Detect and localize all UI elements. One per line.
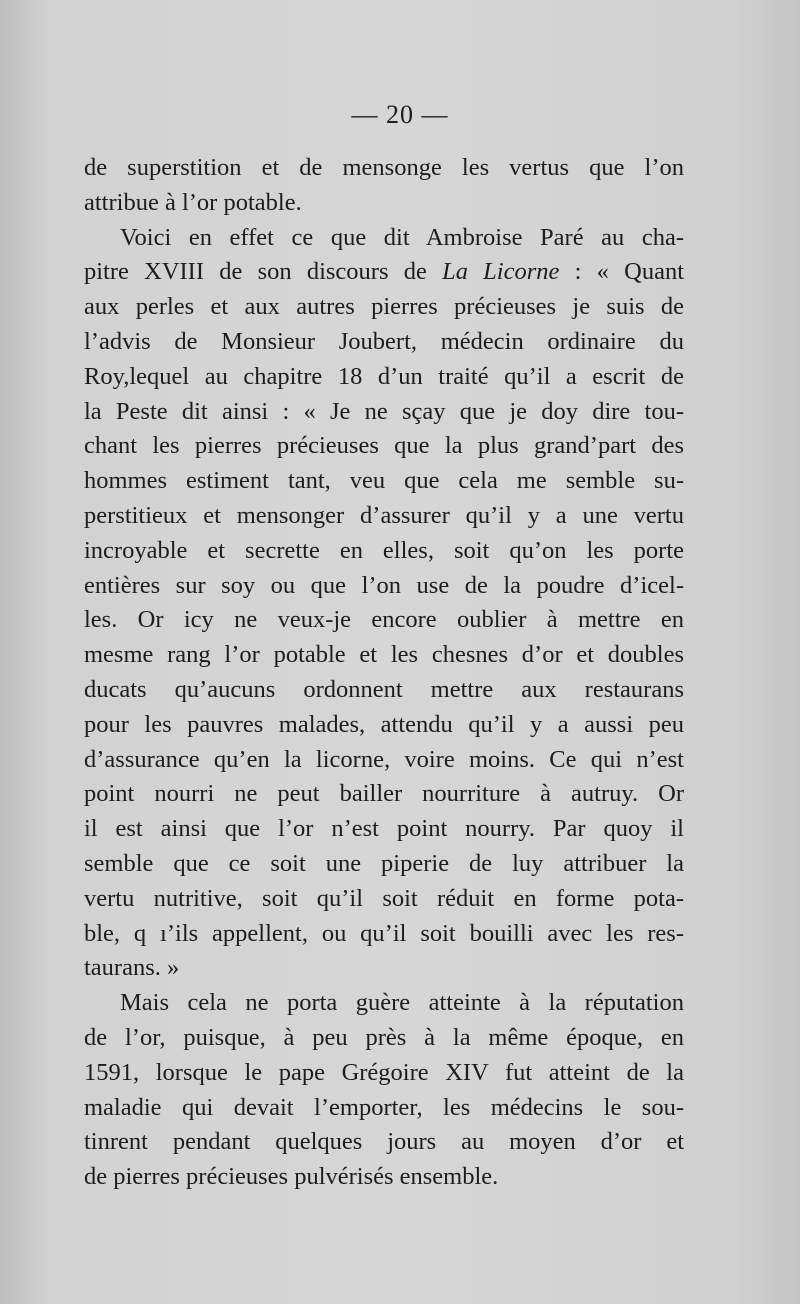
text-line: chant les pierres précieuses que la plus grand’part des <box>84 432 684 460</box>
line-segment: pitre XVIII de son discours de <box>84 258 443 286</box>
body-text <box>84 151 684 1195</box>
text-line: les. Or icy ne veux-je encore oublier à mettre en <box>84 606 684 634</box>
text-line: d’assurance qu’en la licorne, voire moins. Ce qui n’est <box>84 745 684 773</box>
text-line: 1591, lorsque le pape Grégoire XIV fut atteint de la <box>84 1058 684 1086</box>
text-line: Voici en effet ce que dit Ambroise Paré au cha- <box>120 223 684 251</box>
text-line: incroyable et secrette en elles, soit qu’on les porte <box>84 536 684 564</box>
text-line: Roy,lequel au chapitre 18 d’un traité qu’il a escrit de <box>84 362 684 390</box>
text-line: entières sur soy ou que l’on use de la poudre d’icel- <box>84 571 684 599</box>
text-line: vertu nutritive, soit qu’il soit réduit en forme pota- <box>84 884 684 912</box>
text-line: point nourri ne peut bailler nourriture à autruy. Or <box>84 780 684 808</box>
text-line: de pierres précieuses pulvérisés ensemble. <box>84 1163 499 1191</box>
text-line: il est ainsi que l’or n’est point nourry. Par quoy il <box>84 815 684 843</box>
text-line: perstitieux et mensonger d’assurer qu’il y a une vertu <box>84 501 684 529</box>
book-title: La Licorne <box>442 258 560 286</box>
text-line: pour les pauvres malades, attendu qu’il y a aussi peu <box>84 710 684 738</box>
text-line: de l’or, puisque, à peu près à la même époque, en <box>84 1023 684 1051</box>
text-line: tinrent pendant quelques jours au moyen d’or et <box>84 1128 684 1156</box>
text-line: mesme rang l’or potable et les chesnes d’or et doubles <box>84 641 684 669</box>
text-line: la Peste dit ainsi : « Je ne sçay que je doy dire tou- <box>84 397 684 425</box>
text-line: maladie qui devait l’emporter, les médecins le sou- <box>84 1093 684 1121</box>
page-number: — 20 — <box>351 100 449 129</box>
line-segment: : « Quant <box>559 258 684 286</box>
text-line: hommes estiment tant, veu que cela me semble su- <box>84 467 684 495</box>
text-line: ble, q ı’ils appellent, ou qu’il soit bouilli avec les res- <box>84 919 684 947</box>
text-line: semble que ce soit une piperie de luy attribuer la <box>84 849 684 877</box>
text-line: Mais cela ne porta guère atteinte à la réputation <box>120 989 684 1017</box>
text-line: l’advis de Monsieur Joubert, médecin ordinaire du <box>84 327 684 355</box>
text-line: aux perles et aux autres pierres précieuses je suis de <box>84 293 684 321</box>
text-line: attribue à l’or potable. <box>84 188 302 216</box>
text-line: de superstition et de mensonge les vertus que l’on <box>84 154 684 181</box>
text-line <box>84 255 684 290</box>
text-line: ducats qu’aucuns ordonnent mettre aux restaurans <box>84 675 684 703</box>
text-line: taurans. » <box>84 954 180 982</box>
